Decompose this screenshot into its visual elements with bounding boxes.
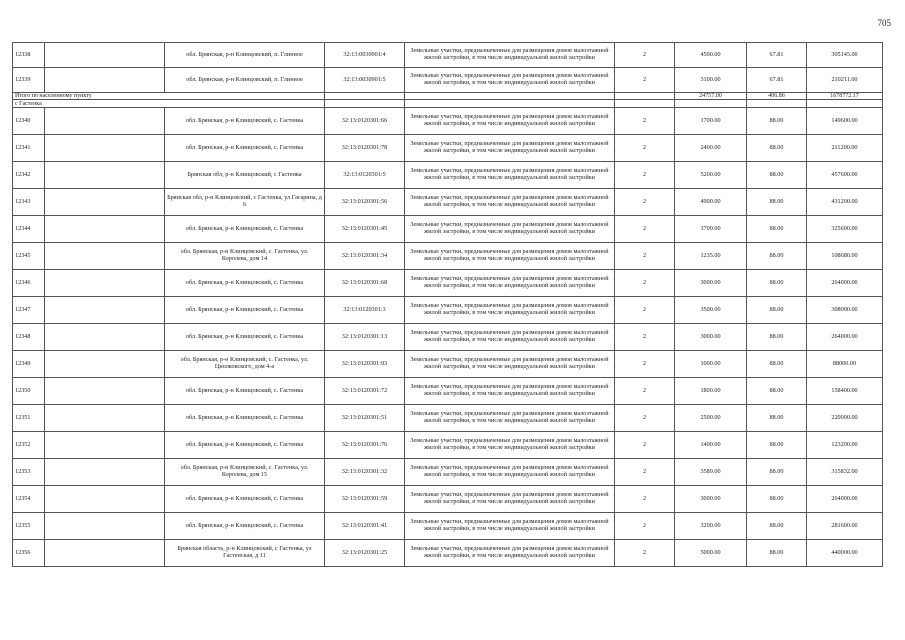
spacer-cell bbox=[45, 43, 165, 68]
record-number: 12350 bbox=[13, 378, 45, 405]
land-use-cell: Земельные участки, предназначенные для размещения домов малоэтажной жилой застройки, в том числе индивидуальной жилой застройки bbox=[405, 216, 615, 243]
value-cell: 315832.00 bbox=[807, 459, 883, 486]
area-cell: 3500.00 bbox=[675, 297, 747, 324]
cadastral-number-cell: 32:13:0120301:5 bbox=[325, 162, 405, 189]
table-row bbox=[13, 135, 883, 162]
cadastral-number-cell: 32:13:0120301:51 bbox=[325, 405, 405, 432]
value-cell: 123200.00 bbox=[807, 432, 883, 459]
address-cell: обл. Брянская, р-н Клинцовский, с. Гастенка bbox=[165, 513, 325, 540]
spacer-cell bbox=[45, 189, 165, 216]
spacer-cell bbox=[45, 405, 165, 432]
total-row bbox=[13, 93, 883, 100]
address-cell: обл. Брянская, р-н Клинцовский, с. Гастенка bbox=[165, 324, 325, 351]
cadastral-number-cell: 32:13:0120301:76 bbox=[325, 432, 405, 459]
rate-cell: 67.81 bbox=[747, 68, 807, 93]
rate-cell: 88.00 bbox=[747, 459, 807, 486]
value-cell: 108680.00 bbox=[807, 243, 883, 270]
cadastral-number-cell: 32:13:0120301:78 bbox=[325, 135, 405, 162]
record-number: 12339 bbox=[13, 68, 45, 93]
address-cell: обл. Брянская, р-н Клинцовский, с. Гастенка bbox=[165, 378, 325, 405]
group-cell: 2 bbox=[615, 540, 675, 567]
land-use-cell: Земельные участки, предназначенные для размещения домов малоэтажной жилой застройки, в том числе индивидуальной жилой застройки bbox=[405, 540, 615, 567]
record-number: 12344 bbox=[13, 216, 45, 243]
record-number: 12347 bbox=[13, 297, 45, 324]
land-use-cell: Земельные участки, предназначенные для размещения домов малоэтажной жилой застройки, в том числе индивидуальной жилой застройки bbox=[405, 324, 615, 351]
table-row bbox=[13, 459, 883, 486]
spacer-cell bbox=[45, 324, 165, 351]
table-body-main bbox=[13, 108, 883, 567]
value-cell: 158400.00 bbox=[807, 378, 883, 405]
group-cell: 2 bbox=[615, 378, 675, 405]
cadastral-number-cell: 32:13:0120301:93 bbox=[325, 351, 405, 378]
spacer-cell bbox=[45, 243, 165, 270]
area-cell: 1000.00 bbox=[675, 351, 747, 378]
area-cell: 1235.00 bbox=[675, 243, 747, 270]
value-cell: 431200.00 bbox=[807, 189, 883, 216]
cadastral-number-cell: 32:13:0120301:3 bbox=[325, 297, 405, 324]
record-number: 12352 bbox=[13, 432, 45, 459]
record-number: 12353 bbox=[13, 459, 45, 486]
area-cell: 1800.00 bbox=[675, 378, 747, 405]
record-number: 12341 bbox=[13, 135, 45, 162]
address-cell: обл. Брянская, р-н Клинцовский, с. Гастенка bbox=[165, 405, 325, 432]
rate-cell: 88.00 bbox=[747, 486, 807, 513]
cadastral-number-cell: 32:13:0120301:66 bbox=[325, 108, 405, 135]
cadastral-number-cell: 32:13:0120301:32 bbox=[325, 459, 405, 486]
land-use-cell: Земельные участки, предназначенные для размещения домов малоэтажной жилой застройки, в том числе индивидуальной жилой застройки bbox=[405, 68, 615, 93]
rate-cell: 88.00 bbox=[747, 216, 807, 243]
total-label: Итого по населенному пункту bbox=[13, 93, 325, 100]
area-cell: 1400.00 bbox=[675, 432, 747, 459]
land-use-cell: Земельные участки, предназначенные для размещения домов малоэтажной жилой застройки, в том числе индивидуальной жилой застройки bbox=[405, 43, 615, 68]
area-cell: 2500.00 bbox=[675, 405, 747, 432]
land-use-cell: Земельные участки, предназначенные для размещения домов малоэтажной жилой застройки, в том числе индивидуальной жилой застройки bbox=[405, 513, 615, 540]
rate-cell: 88.00 bbox=[747, 297, 807, 324]
cadastral-number-cell: 32:13:0030901:5 bbox=[325, 68, 405, 93]
table-row bbox=[13, 513, 883, 540]
cadastral-number-cell: 32:13:0120301:13 bbox=[325, 324, 405, 351]
land-use-cell: Земельные участки, предназначенные для размещения домов малоэтажной жилой застройки, в том числе индивидуальной жилой застройки bbox=[405, 162, 615, 189]
address-cell: Брянская обл, р-н Клинцовский, с Гастенка, ул Гагарина, д 6 bbox=[165, 189, 325, 216]
cadastral-number-cell: 32:13:0120301:34 bbox=[325, 243, 405, 270]
total-area: 24757.00 bbox=[675, 93, 747, 100]
table-body-top bbox=[13, 43, 883, 93]
rate-cell: 88.00 bbox=[747, 432, 807, 459]
address-cell: обл. Брянская, р-н Клинцовский, с. Гастенка bbox=[165, 216, 325, 243]
group-cell: 2 bbox=[615, 324, 675, 351]
land-use-cell: Земельные участки, предназначенные для размещения домов малоэтажной жилой застройки, в том числе индивидуальной жилой застройки bbox=[405, 459, 615, 486]
address-cell: обл. Брянская, р-н Клинцовский, п. Глинное bbox=[165, 68, 325, 93]
address-cell: обл. Брянская, р-н Клинцовский, с. Гастенка, ул. Королева, дом 14 bbox=[165, 243, 325, 270]
record-number: 12354 bbox=[13, 486, 45, 513]
group-cell: 2 bbox=[615, 351, 675, 378]
spacer-cell bbox=[45, 135, 165, 162]
spacer-cell bbox=[45, 459, 165, 486]
rate-cell: 88.00 bbox=[747, 270, 807, 297]
table-row bbox=[13, 405, 883, 432]
spacer-cell bbox=[45, 432, 165, 459]
address-cell: обл. Брянская, р-н Клинцовский, с. Гастенка bbox=[165, 270, 325, 297]
group-cell: 2 bbox=[615, 459, 675, 486]
land-use-cell: Земельные участки, предназначенные для размещения домов малоэтажной жилой застройки, в том числе индивидуальной жилой застройки bbox=[405, 486, 615, 513]
land-use-cell: Земельные участки, предназначенные для размещения домов малоэтажной жилой застройки, в том числе индивидуальной жилой застройки bbox=[405, 432, 615, 459]
rate-cell: 88.00 bbox=[747, 162, 807, 189]
total-rate: 406.86 bbox=[747, 93, 807, 100]
area-cell: 5200.00 bbox=[675, 162, 747, 189]
table-row bbox=[13, 68, 883, 93]
table-row bbox=[13, 270, 883, 297]
value-cell: 325600.00 bbox=[807, 216, 883, 243]
value-cell: 220000.00 bbox=[807, 405, 883, 432]
record-number: 12355 bbox=[13, 513, 45, 540]
value-cell: 211200.00 bbox=[807, 135, 883, 162]
cadastral-number-cell: 32:13:0120301:72 bbox=[325, 378, 405, 405]
table-row bbox=[13, 378, 883, 405]
record-number: 12349 bbox=[13, 351, 45, 378]
spacer-cell bbox=[45, 540, 165, 567]
value-cell: 440000.00 bbox=[807, 540, 883, 567]
cadastral-number-cell: 32:13:0120301:68 bbox=[325, 270, 405, 297]
spacer-cell bbox=[45, 68, 165, 93]
value-cell: 264000.00 bbox=[807, 270, 883, 297]
table-row bbox=[13, 108, 883, 135]
table-row bbox=[13, 243, 883, 270]
spacer-cell bbox=[45, 162, 165, 189]
group-cell: 2 bbox=[615, 513, 675, 540]
spacer-cell bbox=[45, 513, 165, 540]
cadastral-number-cell: 32:13:0030901:4 bbox=[325, 43, 405, 68]
rate-cell: 88.00 bbox=[747, 513, 807, 540]
land-use-cell: Земельные участки, предназначенные для размещения домов малоэтажной жилой застройки, в том числе индивидуальной жилой застройки bbox=[405, 270, 615, 297]
spacer-cell bbox=[45, 486, 165, 513]
land-use-cell: Земельные участки, предназначенные для размещения домов малоэтажной жилой застройки, в том числе индивидуальной жилой застройки bbox=[405, 243, 615, 270]
table-row bbox=[13, 486, 883, 513]
area-cell: 4500.00 bbox=[675, 43, 747, 68]
land-use-cell: Земельные участки, предназначенные для размещения домов малоэтажной жилой застройки, в том числе индивидуальной жилой застройки bbox=[405, 405, 615, 432]
area-cell: 1700.00 bbox=[675, 108, 747, 135]
rate-cell: 88.00 bbox=[747, 405, 807, 432]
group-cell: 2 bbox=[615, 68, 675, 93]
rate-cell: 88.00 bbox=[747, 135, 807, 162]
table-row bbox=[13, 162, 883, 189]
record-number: 12338 bbox=[13, 43, 45, 68]
value-cell: 281600.00 bbox=[807, 513, 883, 540]
record-number: 12346 bbox=[13, 270, 45, 297]
group-cell: 2 bbox=[615, 405, 675, 432]
address-cell: Брянская обл, р-н Клинцовский, с Гастенка bbox=[165, 162, 325, 189]
land-registry-table bbox=[12, 42, 883, 567]
table-row bbox=[13, 432, 883, 459]
table-row bbox=[13, 189, 883, 216]
spacer-cell bbox=[45, 270, 165, 297]
record-number: 12351 bbox=[13, 405, 45, 432]
land-use-cell: Земельные участки, предназначенные для размещения домов малоэтажной жилой застройки, в том числе индивидуальной жилой застройки bbox=[405, 378, 615, 405]
table-row bbox=[13, 351, 883, 378]
value-cell: 308000.00 bbox=[807, 297, 883, 324]
cadastral-number-cell: 32:13:0120301:56 bbox=[325, 189, 405, 216]
record-number: 12340 bbox=[13, 108, 45, 135]
land-use-cell: Земельные участки, предназначенные для размещения домов малоэтажной жилой застройки, в том числе индивидуальной жилой застройки bbox=[405, 108, 615, 135]
area-cell: 3589.00 bbox=[675, 459, 747, 486]
table-row bbox=[13, 324, 883, 351]
group-cell: 2 bbox=[615, 486, 675, 513]
land-use-cell: Земельные участки, предназначенные для размещения домов малоэтажной жилой застройки, в том числе индивидуальной жилой застройки bbox=[405, 297, 615, 324]
group-cell: 2 bbox=[615, 216, 675, 243]
table-row bbox=[13, 540, 883, 567]
area-cell: 3200.00 bbox=[675, 513, 747, 540]
address-cell: обл. Брянская, р-н Клинцовский, с. Гастенка bbox=[165, 432, 325, 459]
record-number: 12345 bbox=[13, 243, 45, 270]
group-cell: 2 bbox=[615, 270, 675, 297]
rate-cell: 88.00 bbox=[747, 378, 807, 405]
address-cell: обл. Брянская, р-н Клинцовский, с. Гастенка bbox=[165, 297, 325, 324]
value-cell: 149600.00 bbox=[807, 108, 883, 135]
address-cell: обл. Брянская, р-н Клинцовский, с. Гастенка, ул. Королева, дом 15 bbox=[165, 459, 325, 486]
spacer-cell bbox=[45, 351, 165, 378]
rate-cell: 88.00 bbox=[747, 324, 807, 351]
land-use-cell: Земельные участки, предназначенные для размещения домов малоэтажной жилой застройки, в том числе индивидуальной жилой застройки bbox=[405, 189, 615, 216]
area-cell: 4900.00 bbox=[675, 189, 747, 216]
record-number: 12348 bbox=[13, 324, 45, 351]
land-use-cell: Земельные участки, предназначенные для размещения домов малоэтажной жилой застройки, в том числе индивидуальной жилой застройки bbox=[405, 135, 615, 162]
table-row bbox=[13, 297, 883, 324]
record-number: 12356 bbox=[13, 540, 45, 567]
cadastral-number-cell: 32:13:0120301:59 bbox=[325, 486, 405, 513]
rate-cell: 88.00 bbox=[747, 243, 807, 270]
area-cell: 3000.00 bbox=[675, 486, 747, 513]
address-cell: Брянская область, р-н Клинцовский, с Гастенка, ул Гастенская, д 11 bbox=[165, 540, 325, 567]
group-cell: 2 bbox=[615, 243, 675, 270]
rate-cell: 88.00 bbox=[747, 540, 807, 567]
group-cell: 2 bbox=[615, 135, 675, 162]
value-cell: 264000.00 bbox=[807, 486, 883, 513]
group-label: с Гастенка bbox=[13, 100, 325, 108]
area-cell: 3100.00 bbox=[675, 68, 747, 93]
address-cell: обл. Брянская, р-н Клинцовский, с. Гастенка bbox=[165, 486, 325, 513]
spacer-cell bbox=[45, 108, 165, 135]
address-cell: обл. Брянская, р-н Клинцовский, с. Гастенка, ул. Циолковского, дом 4-а bbox=[165, 351, 325, 378]
value-cell: 457600.00 bbox=[807, 162, 883, 189]
value-cell: 210211.00 bbox=[807, 68, 883, 93]
cadastral-number-cell: 32:13:0120301:25 bbox=[325, 540, 405, 567]
area-cell: 3000.00 bbox=[675, 270, 747, 297]
area-cell: 5000.00 bbox=[675, 540, 747, 567]
table-row bbox=[13, 43, 883, 68]
record-number: 12343 bbox=[13, 189, 45, 216]
cadastral-number-cell: 32:13:0120301:41 bbox=[325, 513, 405, 540]
area-cell: 3700.00 bbox=[675, 216, 747, 243]
group-cell: 2 bbox=[615, 162, 675, 189]
table-row bbox=[13, 216, 883, 243]
spacer-cell bbox=[45, 378, 165, 405]
total-value: 1678772.17 bbox=[807, 93, 883, 100]
group-cell: 2 bbox=[615, 43, 675, 68]
rate-cell: 67.81 bbox=[747, 43, 807, 68]
page-number: 705 bbox=[877, 18, 891, 28]
rate-cell: 88.00 bbox=[747, 351, 807, 378]
group-cell: 2 bbox=[615, 189, 675, 216]
group-cell: 2 bbox=[615, 297, 675, 324]
land-use-cell: Земельные участки, предназначенные для размещения домов малоэтажной жилой застройки, в том числе индивидуальной жилой застройки bbox=[405, 351, 615, 378]
cadastral-number-cell: 32:13:0120301:45 bbox=[325, 216, 405, 243]
group-cell: 2 bbox=[615, 432, 675, 459]
group-cell: 2 bbox=[615, 108, 675, 135]
address-cell: обл. Брянская, р-н Клинцовский, с. Гастенка bbox=[165, 135, 325, 162]
rate-cell: 88.00 bbox=[747, 108, 807, 135]
value-cell: 264000.00 bbox=[807, 324, 883, 351]
rate-cell: 88.00 bbox=[747, 189, 807, 216]
spacer-cell bbox=[45, 216, 165, 243]
spacer-cell bbox=[45, 297, 165, 324]
value-cell: 305145.00 bbox=[807, 43, 883, 68]
group-row bbox=[13, 100, 883, 108]
total-section bbox=[13, 93, 883, 108]
value-cell: 88000.00 bbox=[807, 351, 883, 378]
address-cell: обл. Брянская, р-н Клинцовский, с. Гастенка bbox=[165, 108, 325, 135]
area-cell: 2400.00 bbox=[675, 135, 747, 162]
address-cell: обл. Брянская, р-н Клинцовский, п. Глинное bbox=[165, 43, 325, 68]
area-cell: 3000.00 bbox=[675, 324, 747, 351]
record-number: 12342 bbox=[13, 162, 45, 189]
